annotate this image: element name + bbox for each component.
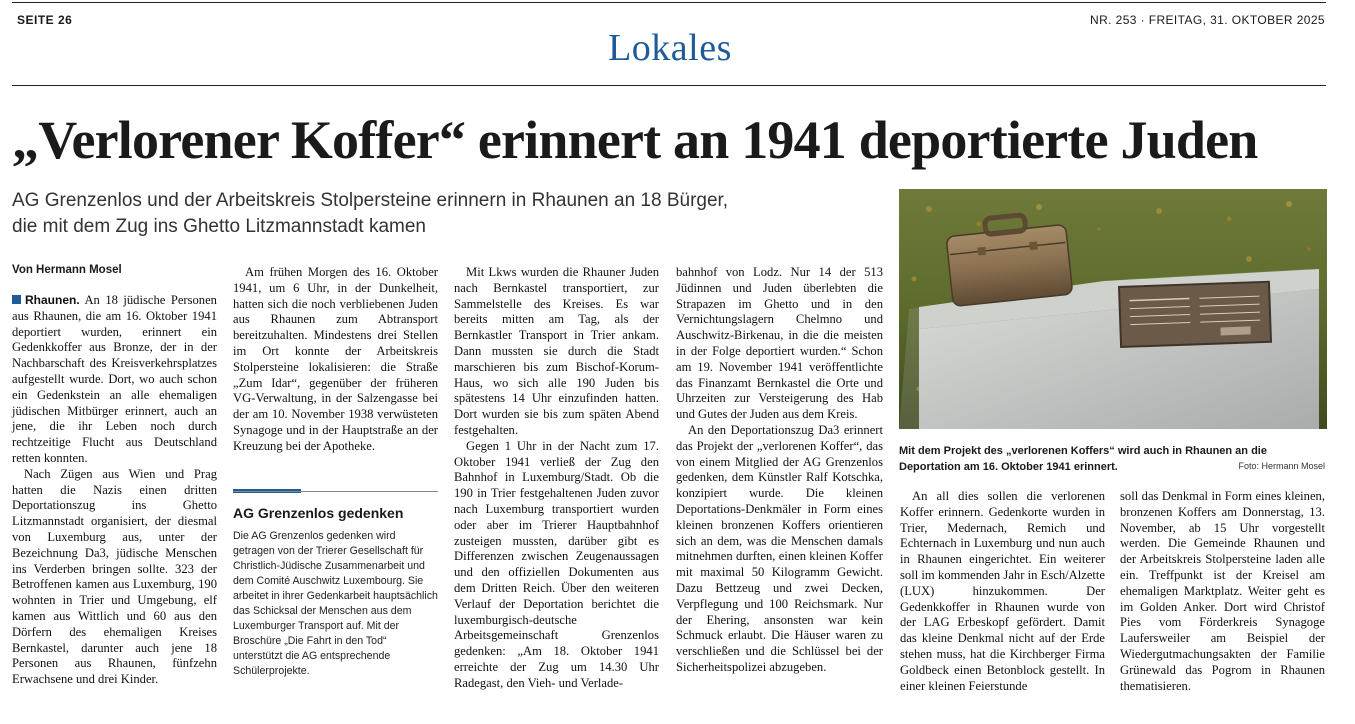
dateline-marker-icon	[12, 295, 21, 304]
paragraph: Gegen 1 Uhr in der Nacht zum 17. Oktober 1941 verließ der Zug den Bahnhof in Luxemburg/Stadt. Ob die 190 in Trier festgehaltenen Juden zuvor nach Luxemburg transportiert wurden oder aber im Trierer Hauptbahnhof zusteigen mussten, darüber gibt es Differenzen zwischen Zeugenaussagen und den offiziellen Dokumenten aus dem Dritten Reich. Über den weiteren Verlauf der Deportation berichtet die luxemburgisch-deutsche Arbeitsgemeinschaft Grenzenlos gedenken: „Am 18. Oktober 1941 erreichte der Zug um 14.30 Uhr Radegast, den Vieh- und Verlade-	[454, 438, 659, 690]
info-box-title: AG Grenzenlos gedenken	[233, 505, 404, 521]
subheadline-line-1: AG Grenzenlos und der Arbeitskreis Stolpersteine erinnern in Rhaunen an 18 Bürger,	[12, 190, 729, 211]
paragraph: Mit Lkws wurden die Rhauner Juden nach Bernkastel transportiert, zur Sammelstelle des Kreises. Es war bereits mitten am Tag, als der Bernkastler Transport in Trier ankam. Dann mussten sie durch die Stadt marschieren bis zum Bischof-Korum-Haus, wo sich alle 190 Juden bis spätestens 14 Uhr einzufinden hatten. Dort wurden sie bis zum späten Abend festgehalten.	[454, 265, 659, 437]
paragraph-text: An 18 jüdische Personen aus Rhaunen, die am 16. Oktober 1941 deportiert wurden, erinnert ein Gedenkkoffer aus Bronze, der in der Nachbarschaft des Kreisverkehrsplatzes aufgestellt wurde. Dort, wo auch schon ein Gedenkstein an alle ehemaligen jüdischen Mitbürger erinnert, auch an jene, die ihr Leben noch durch rechtzeitige Flucht aus Deutschland retten konnten.	[12, 293, 217, 465]
article-column-4	[676, 265, 883, 676]
section-rule	[12, 85, 1326, 86]
paragraph	[12, 293, 217, 467]
top-rule	[12, 2, 1326, 3]
headline: „Verlorener Koffer“ erinnert an 1941 deportierte Juden	[12, 110, 1258, 170]
photo-credit: Foto: Hermann Mosel	[1238, 461, 1325, 471]
paragraph: Nach Zügen aus Wien und Prag hatten die Nazis einen dritten Deportationszug ins Ghetto Litzmannstadt organisiert, der diesmal von Luxemburg aus, unter der Bezeichnung Da3, jüdische Menschen ins Verderben bringen sollte. 323 der Betroffenen kamen aus Luxemburg, 190 wohnten in Trier und Umgebung, elf kamen aus Wittlich und 60 aus den Dörfern des ehemaligen Kreises Bernkastel, darunter auch jene 18 Personen aus Rhaunen, fünfzehn Erwachsene und drei Kinder.	[12, 466, 217, 687]
memorial-photo	[899, 189, 1327, 429]
page-number: SEITE 26	[17, 13, 73, 27]
section-title: Lokales	[608, 27, 732, 69]
article-column-5	[900, 489, 1105, 694]
paragraph: An den Deportationszug Da3 erinnert das Projekt der „verlorenen Koffer“, das von einem Mitglied der AG Grenzenlos gedenken, dem Künstler Ralf Kotschka, konzipiert wurde. Die kleinen Deportations-Denkmäler in Form eines kleinen bronzenen Koffers orientieren sich an dem, was die Menschen damals mitnehmen durften, einen kleinen Koffer mit maximal 50 Kilogramm Gewicht. Dazu Bettzeug und zwei Decken, Verpflegung und 100 Reichsmark. Nur der Ehering, ansonsten war kein Schmuck erlaubt. Die Häuser waren zu verschließen und die Schlüssel bei der Sicherheitspolizei abzugeben.	[676, 422, 883, 674]
subheadline-line-2: die mit dem Zug ins Ghetto Litzmannstadt kamen	[12, 216, 426, 237]
subheadline	[12, 188, 892, 240]
info-box-text: Die AG Grenzenlos gedenken wird getragen von der Trierer Gesellschaft für Christlich-Jüdische Zusammenarbeit und dem Comité Auschwitz Luxembourg. Sie arbeitet in ihrer Gedenkarbeit hauptsächlich das Schicksal der Menschen aus dem Luxemburger Transport auf. Mit der Broschüre „Die Fahrt in den Tod“ unterstützt die AG entsprechende Schülerprojekte.	[233, 530, 438, 677]
info-box	[233, 489, 438, 679]
dateline: Rhaunen.	[25, 293, 80, 307]
suitcase-memorial-image	[899, 189, 1327, 429]
paragraph: bahnhof von Lodz. Nur 14 der 513 Jüdinnen und Juden überlebten die Strapazen im Ghetto und in den Vernichtungslagern Chelmno und Auschwitz-Birkenau, in die die meisten in der Folge deportiert wurden.“ Schon am 19. November 1941 veröffentlichte das Finanzamt Bernkastel die Orte und Uhrzeiten zur Versteigerung des Hab und Gutes der Juden aus dem Kreis.	[676, 265, 883, 422]
paragraph: soll das Denkmal in Form eines kleinen, bronzenen Koffers am Donnerstag, 13. November, ab 15 Uhr vorgestellt werden. Die Gemeinde Rhaunen und der Arbeitskreis Stolpersteine laden alle ein. Treffpunkt ist der Kreisel am ehemaligen Marktplatz. Weiter geht es im Golden Anker. Dort wird Christof Pies vom Förderkreis Synagoge Laufersweiler am Beispiel der Wiedergutmachungsakten der Familie Grünewald das Pogrom in Rhaunen thematisieren.	[1120, 489, 1325, 693]
paragraph: An all dies sollen die verlorenen Koffer erinnern. Gedenkorte wurden in Trier, Medernach, Remich und Echternach in Luxemburg und nun auch in Rhaunen eingerichtet. Ein weiterer soll im kommenden Jahr in Esch/Alzette (LUX) hinzukommen. Der Gedenkkoffer in Rhaunen wurde von der LAG Erbeskopf gefördert. Damit das kleine Denkmal nicht auf der Erde stehen muss, hat die Kirchberger Firma Goldbeck einen Betonblock gestellt. In einer kleinen Feierstunde	[900, 489, 1105, 693]
info-box-rule	[233, 491, 438, 492]
issue-info: NR. 253 · FREITAG, 31. OKTOBER 2025	[1090, 13, 1325, 27]
byline: Von Hermann Mosel	[12, 264, 122, 276]
article-column-3	[454, 265, 659, 692]
photo-caption: Mit dem Projekt des „verlorenen Koffers“ wird auch in Rhaunen an die Deportation am 16. Oktober 1941 erinnert.	[899, 445, 1267, 473]
paragraph: Am frühen Morgen des 16. Oktober 1941, um 6 Uhr, in der Dunkelheit, hatten sich die noch verbliebenen Juden aus Rhaunen zum Abtransport bereitzuhalten. Mindestens drei Stellen im Ort konnte der Arbeitskreis Stolpersteine lokalisieren: die Straße „Zum Idar“, gegenüber der früheren VG-Verwaltung, in der Salzengasse bei der am 10. November 1938 verwüsteten Synagoge und in der Hauptstraße an der Kreuzung bei der Apotheke.	[233, 265, 438, 453]
article-column-6	[1120, 489, 1325, 694]
article-column-1	[12, 293, 217, 688]
article-column-2	[233, 265, 438, 455]
